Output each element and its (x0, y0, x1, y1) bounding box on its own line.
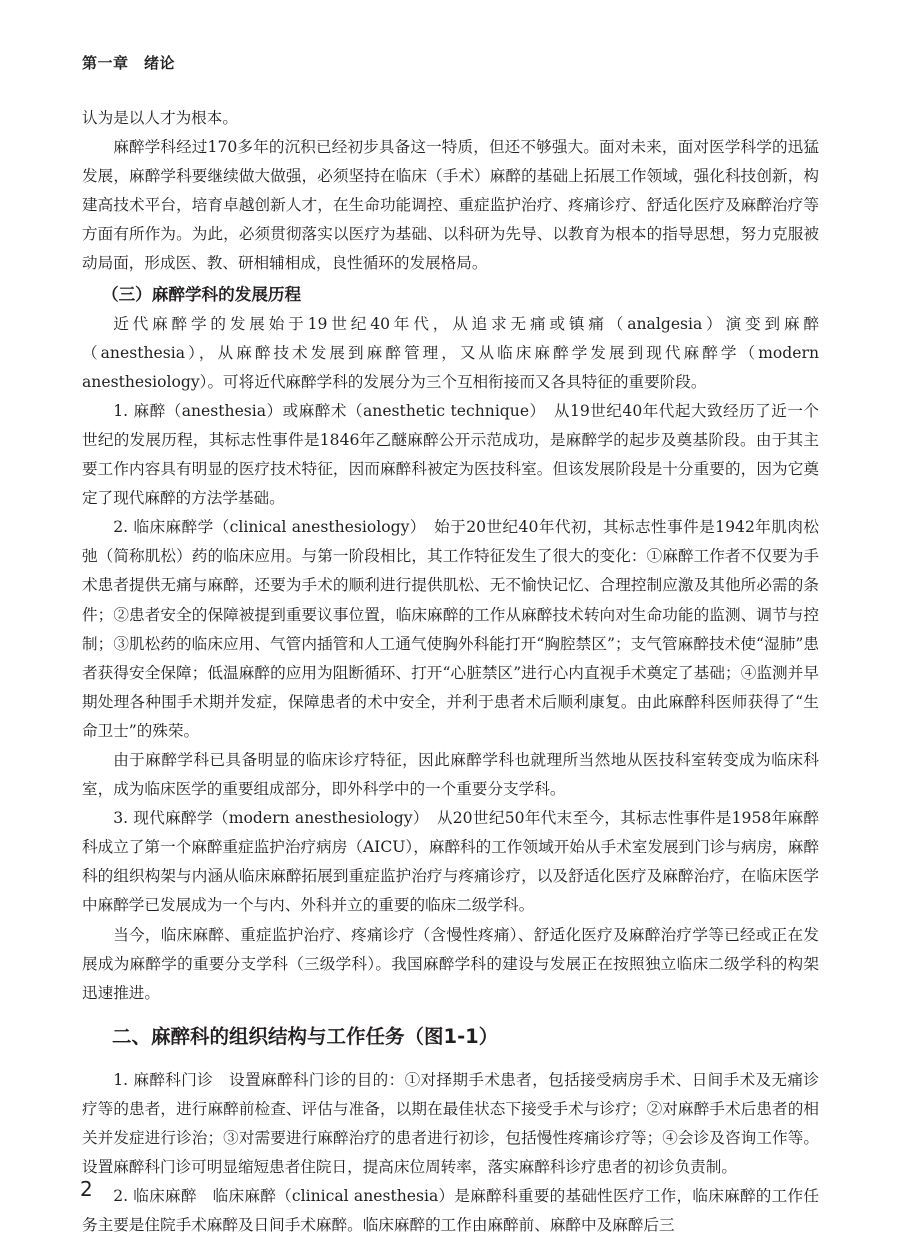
paragraph-current-subspecialties: 当今，临床麻醉、重症监护治疗、疼痛诊疗（含慢性疼痛）、舒适化医疗及麻醉治疗学等已经或正在发展成为麻醉学的重要分支学科（三级学科）。我国麻醉学科的建设与发展正在按照独立临床二级学科的构架迅速推进。 (82, 925, 819, 1002)
paragraph-stage-2-clinical: 2. 临床麻醉学（clinical anesthesiology） 始于20世纪40年代初，其标志性事件是1942年肌肉松弛（简称肌松）药的临床应用。与第一阶段相比，其工作特征发生了很大的变化：①麻醉工作者不仅要为手术患者提供无痛与麻醉，还要为手术的顺利进行提供肌松、无不愉快记忆、合理控制应激及其他所必需的条件；②患者安全的保障被提到重要议事位置，临床麻醉的工作从麻醉技术转向对生命功能的监测、调节与控制；③肌松药的临床应用、气管内插管和人工通气使胸外科能打开“胸腔禁区”；支气管麻醉技术使“湿肺”患者获得安全保障；低温麻醉的应用为阻断循环、打开“心脏禁区”进行心内直视手术奠定了基础；④监测并早期处理各种围手术期并发症，保障患者的术中安全，并利于患者术后顺利康复。由此麻醉科医师获得了“生命卫士”的殊荣。 (82, 518, 819, 740)
paragraph-clinical-anesthesia: 2. 临床麻醉 临床麻醉（clinical anesthesia）是麻醉科重要的基础性医疗工作，临床麻醉的工作任务主要是住院手术麻醉及日间手术麻醉。临床麻醉的工作由麻醉前、麻醉中及麻醉后三 (82, 1187, 819, 1235)
paragraph-clinical-department: 由于麻醉学科已具备明显的临床诊疗特征，因此麻醉学科也就理所当然地从医技科室转变成为临床科室，成为临床医学的重要组成部分，即外科学中的一个重要分支学科。 (82, 750, 819, 799)
section-heading-organization: 二、麻醉科的组织结构与工作任务（图1-1） (112, 1024, 499, 1048)
subsection-heading-history: （三）麻醉学科的发展历程 (102, 284, 302, 304)
page-body (82, 104, 819, 1240)
running-head: 第一章 绪论 (82, 54, 176, 72)
paragraph-outpatient-clinic: 1. 麻醉科门诊 设置麻醉科门诊的目的：①对择期手术患者，包括接受病房手术、日间手术及无痛诊疗等的患者，进行麻醉前检查、评估与准备，以期在最佳状态下接受手术与诊疗；②对麻醉手术后患者的相关并发症进行诊治；③对需要进行麻醉治疗的患者进行初诊，包括慢性疼痛诊疗等；④会诊及咨询工作等。设置麻醉科门诊可明显缩短患者住院日，提高床位周转率，落实麻醉科诊疗患者的初诊负责制。 (82, 1070, 819, 1177)
paragraph-modern-history-intro: 近代麻醉学的发展始于19世纪40年代，从追求无痛或镇痛（analgesia）演变到麻醉（anesthesia），从麻醉技术发展到麻醉管理，又从临床麻醉学发展到现代麻醉学（modern anesthesiology）。可将近代麻醉学科的发展分为三个互相衔接而又各具特征的重要阶段。 (82, 314, 819, 391)
paragraph-continuation: 认为是以人才为根本。 (82, 109, 238, 127)
page-number: 2 (80, 1177, 93, 1201)
paragraph-stage-3-modern: 3. 现代麻醉学（modern anesthesiology） 从20世纪50年代末至今，其标志性事件是1958年麻醉科成立了第一个麻醉重症监护治疗病房（AICU），麻醉科的工作领域开始从手术室发展到门诊与病房，麻醉科的组织构架与内涵从临床麻醉拓展到重症监护治疗与疼痛诊疗，以及舒适化医疗及麻醉治疗，在临床医学中麻醉学已发展成为一个与内、外科并立的重要的临床二级学科。 (82, 809, 819, 915)
paragraph-discipline-development: 麻醉学科经过170多年的沉积已经初步具备这一特质，但还不够强大。面对未来，面对医学科学的迅猛发展，麻醉学科要继续做大做强，必须坚持在临床（手术）麻醉的基础上拓展工作领域，强化科技创新，构建高技术平台，培育卓越创新人才，在生命功能调控、重症监护治疗、疼痛诊疗、舒适化医疗及麻醉治疗等方面有所作为。为此，必须贯彻落实以医疗为基础、以科研为先导、以教育为根本的指导思想，努力克服被动局面，形成医、教、研相辅相成，良性循环的发展格局。 (82, 138, 819, 273)
paragraph-stage-1-anesthesia: 1. 麻醉（anesthesia）或麻醉术（anesthetic technique） 从19世纪40年代起大致经历了近一个世纪的发展历程，其标志性事件是1846年乙醚麻醉公开示范成功，是麻醉学的起步及奠基阶段。由于其主要工作内容具有明显的医疗技术特征，因而麻醉科被定为医技科室。但该发展阶段是十分重要的，因为它奠定了现代麻醉的方法学基础。 (82, 401, 819, 508)
